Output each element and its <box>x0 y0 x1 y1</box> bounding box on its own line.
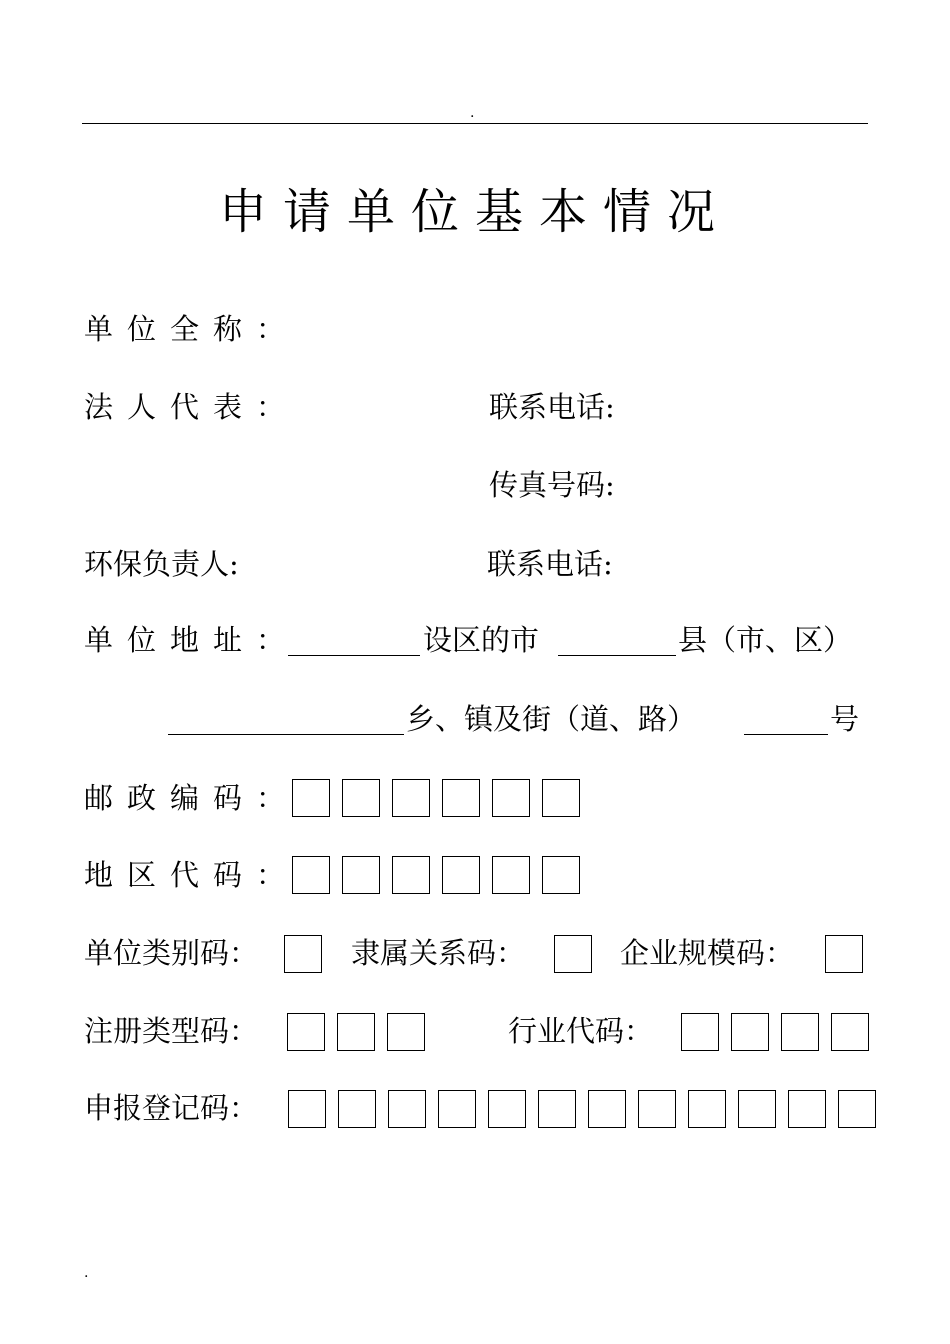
code-box[interactable] <box>337 1013 375 1051</box>
unit-address-label: 单位地址： <box>84 623 300 657</box>
header-dot: . <box>470 105 475 121</box>
number-suffix: 号 <box>830 702 860 736</box>
code-box[interactable] <box>492 779 530 817</box>
code-box[interactable] <box>638 1090 676 1128</box>
code-box[interactable] <box>492 856 530 894</box>
county-blank[interactable] <box>558 655 676 656</box>
code-box[interactable] <box>538 1090 576 1128</box>
enterprise-scale-code-boxes <box>825 935 863 973</box>
postal-code-label: 邮政编码： <box>84 781 300 815</box>
code-box[interactable] <box>554 935 592 973</box>
code-box[interactable] <box>388 1090 426 1128</box>
fax-number-label: 传真号码: <box>489 468 615 502</box>
code-box[interactable] <box>287 1013 325 1051</box>
registration-type-code-label: 注册类型码： <box>84 1014 259 1048</box>
code-box[interactable] <box>488 1090 526 1128</box>
declaration-reg-code-boxes <box>288 1090 876 1128</box>
industry-code-boxes <box>681 1013 869 1051</box>
code-box[interactable] <box>292 856 330 894</box>
postal-code-boxes <box>292 779 580 817</box>
code-box[interactable] <box>542 856 580 894</box>
code-box[interactable] <box>284 935 322 973</box>
town-suffix: 乡、镇及街（道、路） <box>406 702 697 736</box>
code-box[interactable] <box>442 856 480 894</box>
env-manager-label: 环保负责人: <box>84 547 239 581</box>
city-blank[interactable] <box>288 655 420 656</box>
code-box[interactable] <box>387 1013 425 1051</box>
affiliation-code-label: 隶属关系码： <box>351 936 526 970</box>
unit-category-code-label: 单位类别码： <box>84 936 259 970</box>
code-box[interactable] <box>292 779 330 817</box>
unit-full-name-label: 单位全称： <box>84 312 300 346</box>
code-box[interactable] <box>438 1090 476 1128</box>
enterprise-scale-code-label: 企业规模码： <box>620 936 795 970</box>
code-box[interactable] <box>781 1013 819 1051</box>
header-rule <box>82 123 868 124</box>
area-code-label: 地区代码： <box>84 858 300 892</box>
code-box[interactable] <box>542 779 580 817</box>
county-suffix: 县（市、区） <box>678 623 853 657</box>
code-box[interactable] <box>338 1090 376 1128</box>
page-title: 申请单位基本情况 <box>218 184 731 240</box>
number-blank[interactable] <box>744 734 828 735</box>
contact-phone-label-2: 联系电话: <box>487 547 613 581</box>
legal-rep-label: 法人代表： <box>84 390 300 424</box>
code-box[interactable] <box>588 1090 626 1128</box>
footer-dot: . <box>84 1265 89 1281</box>
code-box[interactable] <box>825 935 863 973</box>
code-box[interactable] <box>392 856 430 894</box>
registration-type-code-boxes <box>287 1013 425 1051</box>
declaration-reg-code-label: 申报登记码： <box>84 1091 259 1125</box>
code-box[interactable] <box>442 779 480 817</box>
city-suffix: 设区的市 <box>423 623 540 657</box>
area-code-boxes <box>292 856 580 894</box>
affiliation-code-boxes <box>554 935 592 973</box>
town-blank[interactable] <box>168 734 404 735</box>
code-box[interactable] <box>288 1090 326 1128</box>
code-box[interactable] <box>681 1013 719 1051</box>
code-box[interactable] <box>342 856 380 894</box>
code-box[interactable] <box>342 779 380 817</box>
contact-phone-label-1: 联系电话: <box>489 390 615 424</box>
code-box[interactable] <box>831 1013 869 1051</box>
code-box[interactable] <box>731 1013 769 1051</box>
industry-code-label: 行业代码： <box>508 1014 654 1048</box>
code-box[interactable] <box>738 1090 776 1128</box>
code-box[interactable] <box>838 1090 876 1128</box>
code-box[interactable] <box>788 1090 826 1128</box>
code-box[interactable] <box>392 779 430 817</box>
unit-category-code-boxes <box>284 935 322 973</box>
code-box[interactable] <box>688 1090 726 1128</box>
